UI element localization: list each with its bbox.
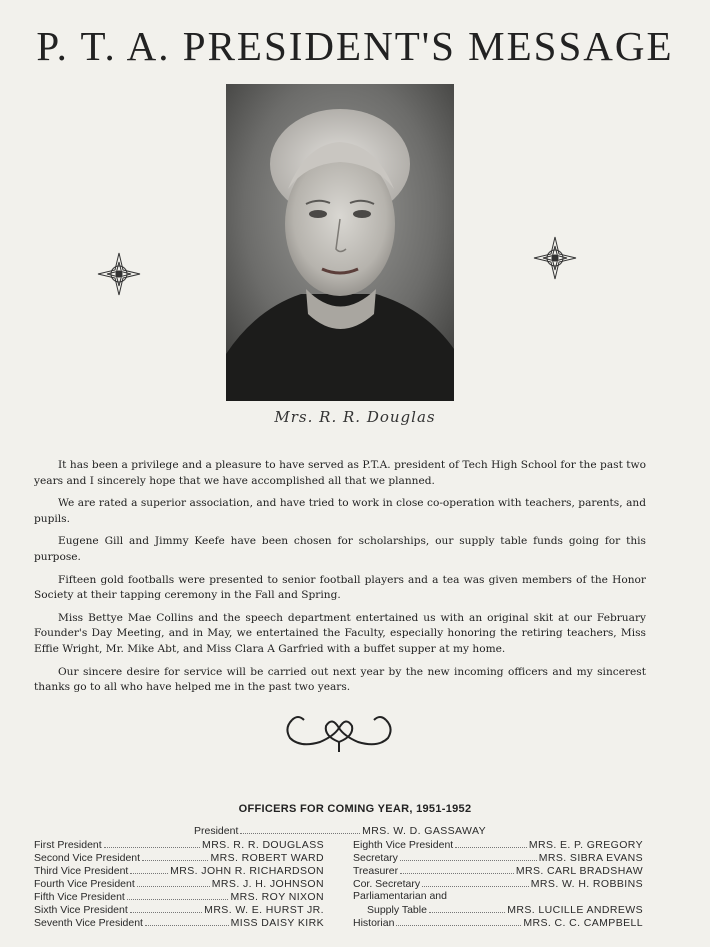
flourish-ornament — [284, 706, 394, 756]
leader-dots — [396, 916, 521, 926]
message-paragraph: Miss Bettye Mae Collins and the speech department entertained us with an original skit at our February Founder's Day Meeting, and in May, we entertained the Faculty, especially honoring the retiring teachers, Miss Effie Wright, Mr. Mike Abt, and Miss Clara A Garfried with a buffet supper at my home. — [34, 611, 646, 655]
leader-dots — [240, 824, 360, 834]
officer-name: MRS. LUCILLE ANDREWS — [507, 904, 643, 916]
message-paragraph: Fifteen gold footballs were presented to senior football players and a tea was given members of the Honor Society at their tapping ceremony in the Fall and Spring. — [34, 573, 646, 602]
officer-row — [34, 864, 324, 877]
officer-row — [353, 916, 643, 929]
officer-name: MRS. SIBRA EVANS — [538, 852, 643, 864]
officer-name: MRS. W. E. HURST JR. — [204, 904, 324, 916]
leader-dots — [130, 903, 202, 913]
page-title: P. T. A. PRESIDENT'S MESSAGE — [36, 23, 674, 69]
officer-row — [353, 864, 643, 877]
officers-heading: OFFICERS FOR COMING YEAR, 1951-1952 — [238, 803, 472, 815]
officer-row — [34, 890, 324, 903]
officer-row — [34, 877, 324, 890]
message-paragraph: It has been a privilege and a pleasure to have served as P.T.A. president of Tech High School for the past two years and I sincerely hope that we have accomplished all that we planned. — [34, 459, 646, 487]
leader-dots — [142, 851, 208, 861]
officer-name: MISS DAISY KIRK — [230, 917, 324, 929]
officer-name: MRS. ROY NIXON — [230, 891, 324, 903]
compass-ornament-left — [97, 252, 141, 296]
leader-dots — [104, 838, 200, 848]
officer-role: Fourth Vice President — [34, 878, 135, 890]
leader-dots — [422, 877, 529, 887]
leader-dots — [130, 864, 168, 874]
signature: Mrs. R. R. Douglas — [274, 408, 436, 426]
officer-role: Historian — [353, 917, 395, 929]
officer-row — [353, 903, 643, 916]
message-paragraph: Our sincere desire for service will be carried out next year by the new incoming officers and my sincerest thanks go to all who have helped me in the past two years. — [34, 665, 646, 694]
leader-dots — [400, 851, 537, 861]
officer-role: Supply Table — [367, 904, 427, 916]
portrait-photo — [226, 84, 454, 401]
message-paragraph: We are rated a superior association, and have tried to work in close co-operation with teachers, parents, and pupils. — [34, 497, 646, 525]
officer-role: Eighth Vice President — [353, 839, 454, 851]
message-body — [34, 458, 646, 703]
officer-role: President — [194, 825, 239, 837]
officer-role: Sixth Vice President — [34, 904, 128, 916]
officer-row — [353, 877, 643, 890]
officer-role: Parliamentarian and — [353, 890, 447, 902]
officer-name: MRS. J. H. JOHNSON — [211, 878, 324, 890]
officer-row — [34, 916, 324, 929]
officer-row — [34, 851, 324, 864]
officer-name: MRS. W. D. GASSAWAY — [362, 825, 486, 837]
officer-row-president — [194, 824, 486, 837]
leader-dots — [145, 916, 229, 926]
officer-role: Secretary — [353, 852, 398, 864]
officer-role: Cor. Secretary — [353, 878, 421, 890]
leader-dots — [455, 838, 527, 848]
leader-dots — [127, 890, 229, 900]
officer-row — [353, 851, 643, 864]
officer-name: MRS. CARL BRADSHAW — [515, 865, 643, 877]
officer-role: Seventh Vice President — [34, 917, 143, 929]
officer-row — [34, 903, 324, 916]
officer-name: MRS. R. R. DOUGLASS — [202, 839, 324, 851]
officer-role: Treasurer — [353, 865, 399, 877]
message-paragraph: Eugene Gill and Jimmy Keefe have been chosen for scholarships, our supply table funds going for this purpose. — [34, 535, 646, 563]
compass-ornament-right — [533, 236, 577, 280]
officer-role: Fifth Vice President — [34, 891, 125, 903]
leader-dots — [429, 903, 505, 913]
officer-role: Third Vice President — [34, 865, 129, 877]
officer-role: First President — [34, 839, 102, 851]
officer-row — [34, 838, 324, 851]
officer-name: MRS. E. P. GREGORY — [528, 839, 643, 851]
officer-name: MRS. C. C. CAMPBELL — [523, 917, 643, 929]
officer-name: MRS. JOHN R. RICHARDSON — [170, 865, 324, 877]
officer-name: MRS. ROBERT WARD — [210, 852, 324, 864]
officer-row — [353, 838, 643, 851]
officer-role: Second Vice President — [34, 852, 141, 864]
leader-dots — [400, 864, 514, 874]
officer-name: MRS. W. H. ROBBINS — [530, 878, 643, 890]
officer-row — [353, 890, 643, 903]
leader-dots — [137, 877, 210, 887]
